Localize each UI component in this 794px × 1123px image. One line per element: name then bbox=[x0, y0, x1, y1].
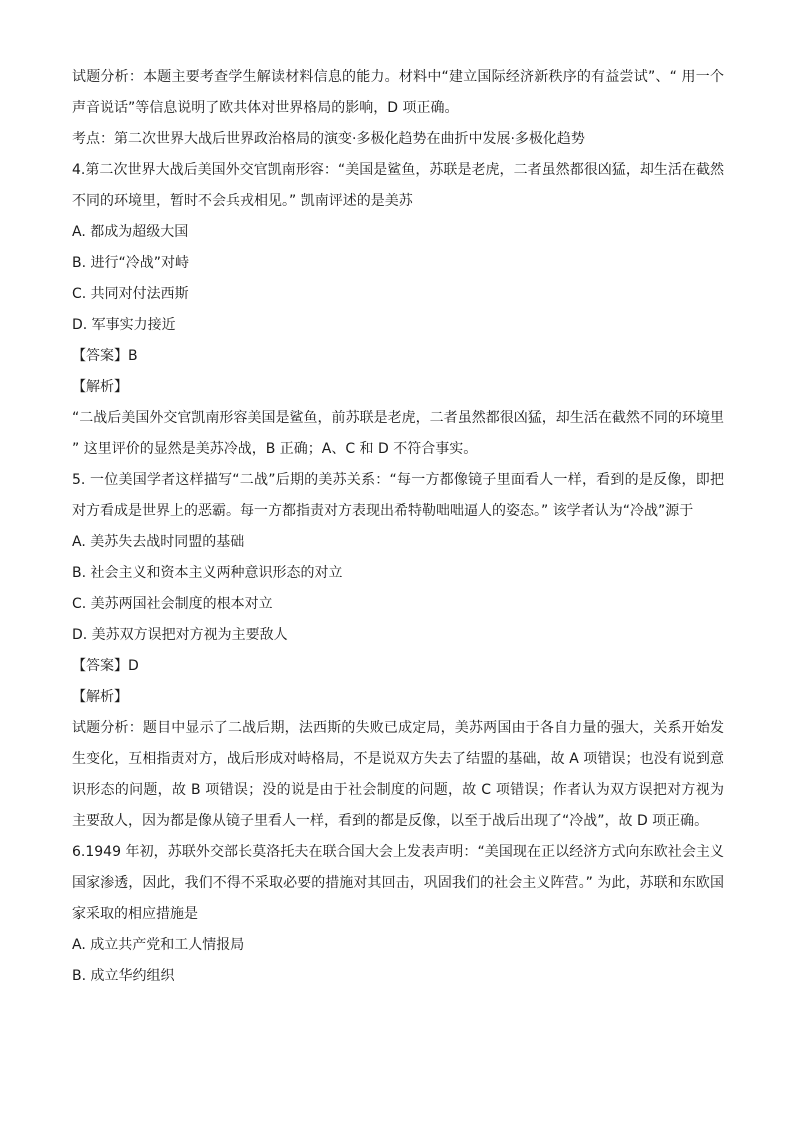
q6-option-a: A. 成立共产党和工人情报局 bbox=[72, 937, 245, 953]
q5-answer-label: 【答案】 bbox=[72, 658, 128, 674]
q5-analysis-label: 【解析】 bbox=[72, 689, 128, 705]
q5-option-d: D. 美苏双方误把对方视为主要敌人 bbox=[72, 627, 288, 643]
q5-option-c: C. 美苏两国社会制度的根本对立 bbox=[72, 596, 273, 612]
q3-analysis-text: 试题分析：本题主要考查学生解读材料信息的能力。材料中“建立国际经济新秩序的有益尝试”、“ 用一个声音说话”等信息说明了欧共体对世界格局的影响，D 项正确。 bbox=[72, 69, 724, 116]
q5-analysis: 试题分析：题目中显示了二战后期，法西斯的失败已成定局，美苏两国由于各自力量的强大，关系开始发生变化，互相指责对方，战后形成对峙格局，不是说双方失去了结盟的基础，故 A 项错误；也没有说到意识形态的问题，故 B 项错误；没的说是由于社会制度的问题，故 C 项错误；作者认为双方误把对方视为主要敌人，因为都是像从镜子里看人一样，看到的都是反像，以至于战后出现了“冷战”，故 D 项正确。 bbox=[72, 720, 724, 829]
q5-option-a: A. 美苏失去战时同盟的基础 bbox=[72, 534, 245, 550]
q6-option-b: B. 成立华约组织 bbox=[72, 968, 175, 984]
q4-option-b: B. 进行“冷战”对峙 bbox=[72, 255, 190, 271]
q4-answer-label: 【答案】 bbox=[72, 348, 128, 364]
q5-stem: 5. 一位美国学者这样描写“二战”后期的美苏关系：“每一方都像镜子里面看人一样，看到的是反像，即把对方看成是世界上的恶霸。每一方都指责对方表现出希特勒咄咄逼人的姿态。” 该学者认为“冷战”源于 bbox=[72, 472, 724, 519]
document-page bbox=[72, 62, 724, 992]
q3-kaodian: 考点：第二次世界大战后世界政治格局的演变·多极化趋势在曲折中发展·多极化趋势 bbox=[72, 131, 585, 147]
q5-answer bbox=[72, 651, 724, 682]
q4-analysis-label: 【解析】 bbox=[72, 379, 128, 395]
q4-answer bbox=[72, 341, 724, 372]
q4-option-a: A. 都成为超级大国 bbox=[72, 224, 189, 240]
q4-option-c: C. 共同对付法西斯 bbox=[72, 286, 189, 302]
q4-stem: 4.第二次世界大战后美国外交官凯南形容：“美国是鲨鱼，苏联是老虎，二者虽然都很凶猛，却生活在截然不同的环境里，暂时不会兵戎相见。” 凯南评述的是美苏 bbox=[72, 162, 724, 209]
q6-stem: 6.1949 年初，苏联外交部长莫洛托夫在联合国大会上发表声明：“美国现在正以经济方式向东欧社会主义国家渗透，因此，我们不得不采取必要的措施对其回击，巩固我们的社会主义阵营。” 为此，苏联和东欧国家采取的相应措施是 bbox=[72, 844, 724, 922]
q5-answer-value: D bbox=[128, 658, 139, 674]
q4-analysis: “二战后美国外交官凯南形容美国是鲨鱼，前苏联是老虎，二者虽然都很凶猛，却生活在截然不同的环境里 ” 这里评价的显然是美苏冷战，B 正确；A、C 和 D 不符合事实。 bbox=[72, 410, 724, 457]
q4-answer-value: B bbox=[128, 348, 138, 364]
q4-option-d: D. 军事实力接近 bbox=[72, 317, 176, 333]
q5-option-b: B. 社会主义和资本主义两种意识形态的对立 bbox=[72, 565, 343, 581]
